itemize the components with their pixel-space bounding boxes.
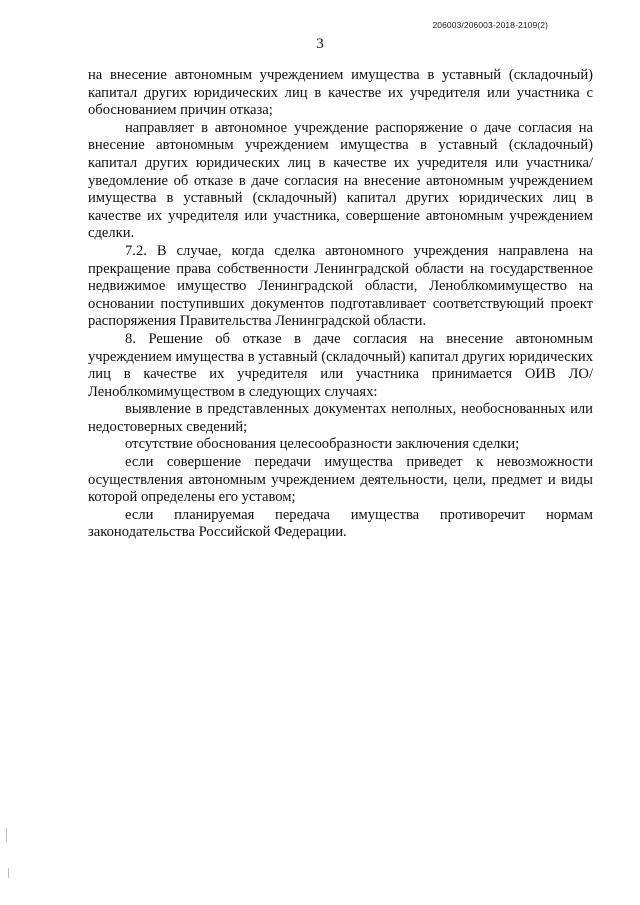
paragraph-directs-order: направляет в автономное учреждение распоряжение о даче согласия на внесение автономным учреждением имущества в уставный (складочный) капитал других юридических лиц в качестве их учредителя или участника/уведомление об отказе в даче согласия на внесение автономным учреждением имущества в уставный (складочный) капитал других юридических лиц в качестве их учредителя или участника, совершение автономным учреждением сделки.	[88, 119, 593, 242]
scan-artifact	[8, 868, 9, 878]
paragraph-8: 8. Решение об отказе в даче согласия на внесение автономным учреждением имущества в уставный (складочный) капитал других юридических лиц в качестве их учредителя или участника принимается ОИВ ЛО/Леноблкомимуществом в следующих случаях:	[88, 330, 593, 400]
scan-artifact	[6, 828, 7, 842]
refusal-case-contradicts-law: если планируемая передача имущества противоречит нормам законодательства Российской Федерации.	[88, 506, 593, 541]
document-body	[88, 67, 593, 542]
refusal-case-no-justification: отсутствие обоснования целесообразности заключения сделки;	[125, 436, 520, 453]
page-number: 3	[316, 36, 324, 52]
refusal-case-incomplete-info: выявление в представленных документах неполных, необоснованных или недостоверных сведений;	[88, 401, 593, 435]
paragraph-7-2: 7.2. В случае, когда сделка автономного учреждения направлена на прекращение права собственности Ленинградской области на государственное недвижимое имущество Ленинградской области, Леноблкомимущество на основании поступивших документов подготавливает соответствующий проект распоряжения Правительства Ленинградской области.	[88, 242, 593, 330]
document-registration-code: 206003/206003-2018-2109(2)	[432, 20, 548, 30]
refusal-case-impossible-activity: если совершение передачи имущества приведет к невозможности осуществления автономным учреждением деятельности, цели, предмет и виды которой определены его уставом;	[88, 454, 593, 506]
paragraph-continuation: на внесение автономным учреждением имущества в уставный (складочный) капитал других юридических лиц в качестве их учредителя или участника с обоснованием причин отказа;	[88, 67, 593, 119]
